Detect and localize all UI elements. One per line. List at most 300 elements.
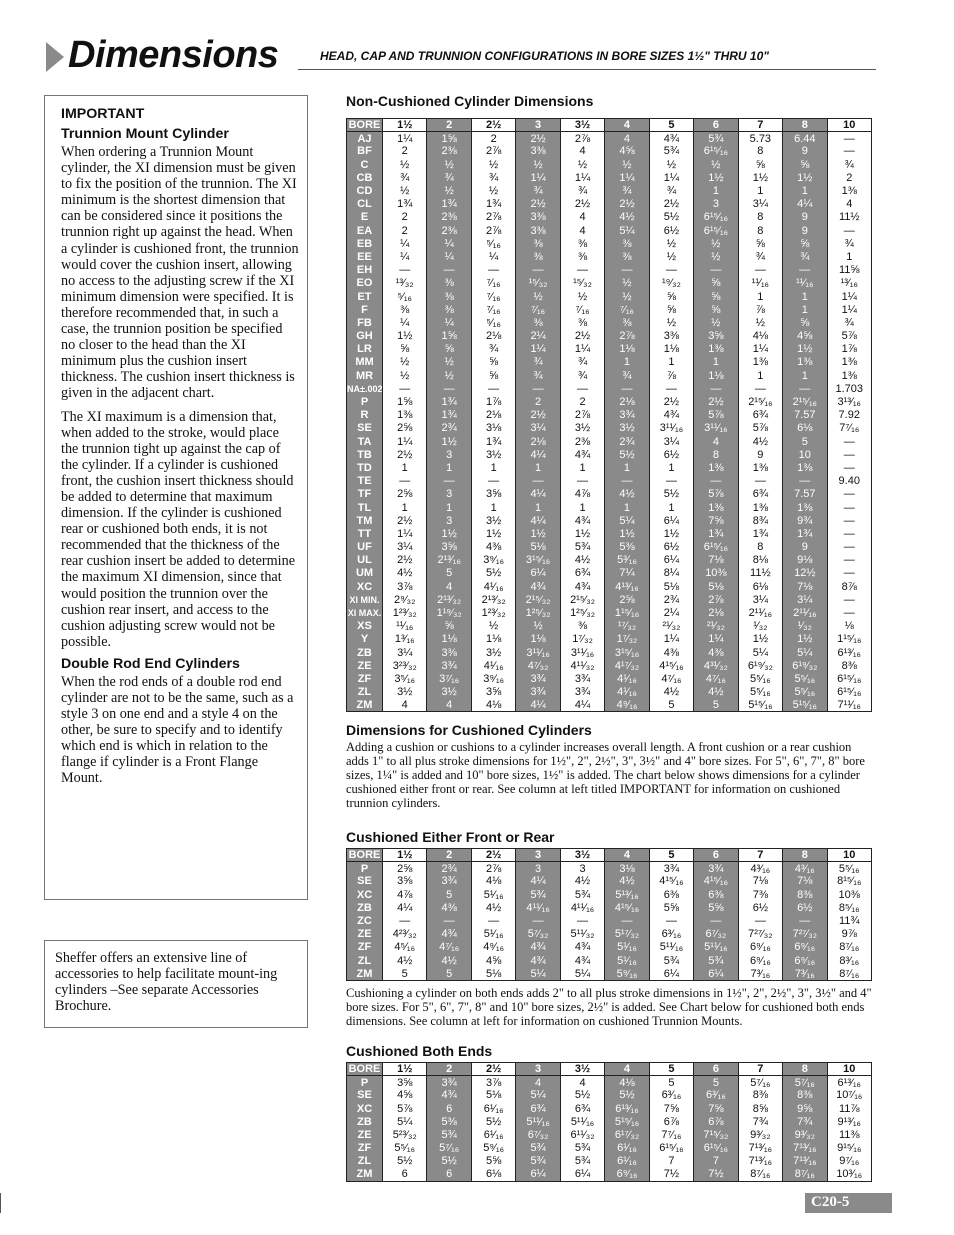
table-cell: 9⅞ — [827, 928, 871, 941]
table-cell: 2⅜ — [427, 211, 471, 224]
table-cell: 5¾ — [516, 1155, 560, 1168]
table-cell: 1½ — [427, 527, 471, 540]
table-cell: 10⅜ — [694, 567, 738, 580]
header-cell: 10 — [827, 1063, 871, 1076]
table-cell: ¹⁄₃₂ — [783, 620, 827, 633]
table-cell: 2¹⁵⁄₃₂ — [516, 593, 560, 606]
row-label-cell: ZF — [347, 941, 383, 954]
table-cell: — — [649, 914, 693, 927]
table-row — [347, 928, 872, 941]
table-cell: ⅜ — [605, 250, 649, 263]
table-row — [347, 1142, 872, 1155]
table-cell: ⅜ — [383, 303, 427, 316]
table-cell: 1½ — [738, 171, 782, 184]
table-cell: ¾ — [560, 356, 604, 369]
table-cell: 5⅞ — [738, 422, 782, 435]
table-cell: — — [827, 448, 871, 461]
table-cell: 1 — [783, 184, 827, 197]
table-cell: 9.40 — [827, 475, 871, 488]
table-cell: 3⁹⁄₁₆ — [471, 554, 515, 567]
table-cell: 1¼ — [827, 290, 871, 303]
table-cell: 5¹⁄₁₆ — [605, 954, 649, 967]
table-cell: ⅝ — [738, 237, 782, 250]
row-label-cell: ZL — [347, 1155, 383, 1168]
table-cell: 1 — [738, 184, 782, 197]
header-cell: 6 — [694, 1063, 738, 1076]
table-cell: 4 — [694, 435, 738, 448]
table-cell: 5⅞ — [827, 330, 871, 343]
table-cell: 4⅜ — [649, 646, 693, 659]
table-cell: ²¹⁄₃₂ — [694, 620, 738, 633]
table-cell: 1⅛ — [605, 343, 649, 356]
table-cell: ⅜ — [560, 250, 604, 263]
table-cell: 5⅛ — [471, 967, 515, 980]
table-cell: 1 — [383, 461, 427, 474]
table-cell: 7⅛ — [783, 875, 827, 888]
table-cell: 7⅛ — [783, 580, 827, 593]
table-cell: 1½ — [783, 633, 827, 646]
table-cell: 8⅞ — [827, 580, 871, 593]
table-cell: 1⅛ — [427, 633, 471, 646]
table-cell: 6¹⁵⁄₁₆ — [694, 1142, 738, 1155]
table-cell: 6¾ — [516, 1102, 560, 1115]
table-cell: 1⅝ — [427, 330, 471, 343]
table-cell: — — [560, 475, 604, 488]
table-cell: 1 — [516, 501, 560, 514]
either-table — [346, 848, 872, 981]
table-cell: — — [738, 475, 782, 488]
table-cell: 8⅜ — [783, 1089, 827, 1102]
table-cell: ½ — [694, 250, 738, 263]
table-cell: 5.73 — [738, 132, 782, 145]
table-cell: — — [694, 914, 738, 927]
table-cell: 1¼ — [694, 633, 738, 646]
table-cell: 2⅛ — [694, 606, 738, 619]
table-cell: 4¹⁄₁₆ — [605, 686, 649, 699]
table-cell: 6¹⁹⁄₃₂ — [738, 659, 782, 672]
header-cell: 8 — [783, 849, 827, 862]
table-cell: 5¾ — [694, 954, 738, 967]
table-cell: 5 — [427, 967, 471, 980]
table-cell: 6⅜ — [694, 888, 738, 901]
table-cell: 5½ — [471, 567, 515, 580]
table-row — [347, 514, 872, 527]
table-cell: ¹⁄₃₂ — [738, 620, 782, 633]
table-cell: — — [649, 264, 693, 277]
table-cell: 2⅝ — [383, 862, 427, 875]
table-cell: 2⅞ — [471, 224, 515, 237]
table-cell: — — [694, 475, 738, 488]
table-cell: 1 — [427, 461, 471, 474]
table-cell: 4⅛ — [471, 699, 515, 712]
table-cell: 5⁷⁄₁₆ — [427, 1142, 471, 1155]
table-cell: 2½ — [516, 198, 560, 211]
table-cell: 5⁵⁄₁₆ — [783, 672, 827, 685]
table-cell: 7²⁷⁄₃₂ — [738, 928, 782, 941]
table-cell: 3⅞ — [471, 1076, 515, 1089]
header-cell: 7 — [738, 119, 782, 132]
table-cell: 4⅛ — [738, 330, 782, 343]
table-cell: 6¾ — [560, 567, 604, 580]
table-cell: 1⅜ — [827, 356, 871, 369]
table-cell: 1 — [560, 501, 604, 514]
header-cell: 5 — [649, 1063, 693, 1076]
table-cell: 1⅜ — [694, 343, 738, 356]
table-cell: 4½ — [427, 954, 471, 967]
table-cell: 5¼ — [738, 646, 782, 659]
table-cell: 4⅝ — [383, 1089, 427, 1102]
table-cell: 6¹⁵⁄₁₆ — [694, 224, 738, 237]
table-cell: 4 — [605, 132, 649, 145]
table-cell: 1½ — [516, 527, 560, 540]
table-row — [347, 158, 872, 171]
table-cell: 6¼ — [560, 1168, 604, 1181]
table-cell: 2½ — [516, 409, 560, 422]
table-cell: 11½ — [827, 211, 871, 224]
row-label-cell: MM — [347, 356, 383, 369]
table-cell: 4⅝ — [783, 330, 827, 343]
table-cell: ⅝ — [471, 369, 515, 382]
table-cell: 6¼ — [516, 1168, 560, 1181]
table-cell: ⅝ — [783, 158, 827, 171]
table-cell: 5⅝ — [471, 1155, 515, 1168]
table-cell: 4¼ — [516, 488, 560, 501]
table-cell: 3¾ — [427, 659, 471, 672]
table-cell: 9¹⁵⁄₁₆ — [827, 1142, 871, 1155]
table-cell: 2⅛ — [516, 435, 560, 448]
table-row — [347, 1115, 872, 1128]
header-label-cell: BORE — [347, 1063, 383, 1076]
table-row — [347, 461, 872, 474]
table-cell: ⅜ — [605, 237, 649, 250]
table-cell: 3¾ — [427, 875, 471, 888]
table-row — [347, 211, 872, 224]
table-cell: 4⅜ — [427, 901, 471, 914]
table-row — [347, 330, 872, 343]
table-cell: 6¹³⁄₁₆ — [605, 1102, 649, 1115]
table-cell: 1½ — [383, 330, 427, 343]
table-cell: 3¼ — [738, 198, 782, 211]
table-cell: ½ — [516, 158, 560, 171]
table-cell: 8⁷⁄₁₆ — [827, 941, 871, 954]
table-row — [347, 699, 872, 712]
table-cell: 1 — [383, 501, 427, 514]
table-cell: ⅝ — [783, 316, 827, 329]
table-cell: 4⅜ — [694, 646, 738, 659]
trunnion-heading: Trunnion Mount Cylinder — [61, 126, 229, 142]
table-cell: 1 — [783, 369, 827, 382]
table-cell: 4½ — [605, 211, 649, 224]
table-cell: 3 — [516, 862, 560, 875]
row-label-cell: TF — [347, 488, 383, 501]
table-cell: — — [383, 475, 427, 488]
table-cell: 3⅛ — [605, 862, 649, 875]
table-cell: 3¼ — [783, 593, 827, 606]
table-cell: 5¾ — [649, 145, 693, 158]
table-cell: 4¾ — [516, 941, 560, 954]
table-cell: 5¾ — [516, 1142, 560, 1155]
table-cell: ½ — [427, 369, 471, 382]
table-cell: 5 — [383, 967, 427, 980]
table-cell: 4¾ — [560, 580, 604, 593]
table-cell: ⅝ — [694, 303, 738, 316]
table-cell: — — [738, 914, 782, 927]
row-label-cell: TB — [347, 448, 383, 461]
table-cell: — — [471, 475, 515, 488]
table-cell: 3½ — [471, 448, 515, 461]
table-row — [347, 914, 872, 927]
table-cell: 1 — [471, 461, 515, 474]
table-cell: 2½ — [560, 198, 604, 211]
table-cell: ¹⁵⁄₃₂ — [560, 277, 604, 290]
table-cell: 1 — [560, 461, 604, 474]
table-cell: 5⅞ — [383, 1102, 427, 1115]
table-cell: 5¹¹⁄₃₂ — [560, 928, 604, 941]
table-cell: 2⅛ — [605, 395, 649, 408]
table-cell: ⁷⁄₁₆ — [471, 303, 515, 316]
table-cell: 1⅞ — [471, 395, 515, 408]
table-cell: 5 — [694, 1076, 738, 1089]
table-cell: 1¼ — [383, 132, 427, 145]
table-cell: 4⁹⁄₁₆ — [605, 699, 649, 712]
table-row — [347, 1076, 872, 1089]
cushioned-title: Dimensions for Cushioned Cylinders — [346, 722, 592, 738]
table-cell: 2 — [471, 132, 515, 145]
table-cell: 6¹⁵⁄₁₆ — [827, 672, 871, 685]
either-title: Cushioned Either Front or Rear — [346, 829, 555, 845]
table-cell: 6⅞ — [694, 1115, 738, 1128]
table-cell: ¾ — [649, 184, 693, 197]
table-cell: 2¾ — [427, 422, 471, 435]
table-cell: 5⅞ — [694, 488, 738, 501]
table-cell: 2⅜ — [560, 435, 604, 448]
table-cell: ½ — [383, 356, 427, 369]
table-cell: 2¼ — [516, 330, 560, 343]
table-cell: 7¹¹⁄₁₆ — [827, 699, 871, 712]
table-cell: 7 — [694, 1155, 738, 1168]
table-cell: 5¼ — [605, 224, 649, 237]
table-cell: 3⅞ — [383, 580, 427, 593]
table-cell: 10³⁄₁₆ — [827, 1168, 871, 1181]
table-cell: ⅞ — [738, 303, 782, 316]
table-cell: 8 — [694, 448, 738, 461]
table-cell: 3⅜ — [427, 646, 471, 659]
table-cell: 5¼ — [605, 514, 649, 527]
table-cell: 9⅝ — [783, 1102, 827, 1115]
table-cell: 4 — [516, 1076, 560, 1089]
table-cell: ¹⁹⁄₃₂ — [649, 277, 693, 290]
table-cell: 2⅛ — [471, 409, 515, 422]
table-cell: 1½ — [783, 171, 827, 184]
table-cell: 6¼ — [516, 567, 560, 580]
table-row — [347, 395, 872, 408]
row-label-cell: LR — [347, 343, 383, 356]
table-cell: 1⁷⁄₃₂ — [560, 633, 604, 646]
table-cell: 1¼ — [383, 435, 427, 448]
table-cell: 2¾ — [605, 435, 649, 448]
row-label-cell: ET — [347, 290, 383, 303]
table-cell: 3¾ — [649, 862, 693, 875]
table-cell: 7¹³⁄₁₆ — [738, 1142, 782, 1155]
table-cell: 9⁷⁄₁₆ — [827, 1155, 871, 1168]
table-cell: 1½ — [471, 527, 515, 540]
row-label-cell: AJ — [347, 132, 383, 145]
table-cell: 11¾ — [827, 914, 871, 927]
table-cell: 1⅛ — [694, 369, 738, 382]
table-cell: 11⅝ — [827, 264, 871, 277]
table-cell: — — [427, 382, 471, 395]
table-cell: ½ — [383, 369, 427, 382]
table-cell: ⅜ — [516, 237, 560, 250]
header-cell: 2 — [427, 849, 471, 862]
table-cell: 9³⁄₃₂ — [738, 1128, 782, 1141]
table-cell: 2⅞ — [471, 211, 515, 224]
header-cell: 3½ — [560, 849, 604, 862]
table-cell: ½ — [649, 250, 693, 263]
table-cell: 1½ — [560, 527, 604, 540]
header-cell: 2½ — [471, 119, 515, 132]
table-row — [347, 1155, 872, 1168]
table-cell: 1⅜ — [783, 501, 827, 514]
header-cell: 3 — [516, 119, 560, 132]
table-cell: ½ — [738, 316, 782, 329]
table-cell: 3¹¹⁄₁₆ — [694, 422, 738, 435]
table-cell: — — [605, 264, 649, 277]
row-label-cell: ZB — [347, 1115, 383, 1128]
table-cell: 4⁹⁄₁₆ — [471, 941, 515, 954]
table-cell: — — [516, 475, 560, 488]
table-row — [347, 875, 872, 888]
table-cell: 5²³⁄₃₂ — [383, 1128, 427, 1141]
table-cell: 6 — [427, 1102, 471, 1115]
header-cell: 3 — [516, 849, 560, 862]
table-cell: 5¹¹⁄₁₆ — [560, 1115, 604, 1128]
table-cell: ¾ — [783, 250, 827, 263]
table-cell: ½ — [471, 620, 515, 633]
row-label-cell: ZF — [347, 672, 383, 685]
table-row — [347, 184, 872, 197]
table-cell: 4¼ — [516, 514, 560, 527]
table-cell: ⅝ — [649, 303, 693, 316]
table-cell: 6¼ — [649, 554, 693, 567]
row-label-cell: E — [347, 211, 383, 224]
header-cell: 2½ — [471, 1063, 515, 1076]
table-row — [347, 1168, 872, 1181]
table-cell: 6⁹⁄₁₆ — [738, 941, 782, 954]
table-cell: 5⅞ — [694, 409, 738, 422]
table-cell: ¹¹⁄₁₆ — [783, 277, 827, 290]
table-cell: ½ — [560, 290, 604, 303]
row-label-cell: ZB — [347, 901, 383, 914]
table-cell: 1⁷⁄₃₂ — [605, 633, 649, 646]
table-cell: 6¹¹⁄₃₂ — [560, 1128, 604, 1141]
row-label-cell: SE — [347, 875, 383, 888]
table-cell: 3⅝ — [471, 686, 515, 699]
noncushioned-title: Non-Cushioned Cylinder Dimensions — [346, 93, 594, 109]
header-cell: 2 — [427, 1063, 471, 1076]
table-cell: 11½ — [738, 567, 782, 580]
table-cell: ⅜ — [605, 316, 649, 329]
table-cell: ½ — [649, 237, 693, 250]
row-label-cell: UF — [347, 541, 383, 554]
table-cell: 5½ — [471, 1115, 515, 1128]
table-cell: 1⅜ — [738, 356, 782, 369]
table-cell: ½ — [427, 356, 471, 369]
table-cell: 4¾ — [427, 928, 471, 941]
table-cell: 6⁷⁄₃₂ — [516, 1128, 560, 1141]
table-cell: ¾ — [738, 250, 782, 263]
table-cell: — — [827, 567, 871, 580]
table-cell: 1⅜ — [783, 461, 827, 474]
table-cell: 6⅛ — [738, 580, 782, 593]
title-arrow-icon — [46, 42, 64, 72]
table-cell: — — [427, 914, 471, 927]
table-cell: 6¾ — [560, 1102, 604, 1115]
table-cell: 3½ — [383, 686, 427, 699]
double-rod-heading: Double Rod End Cylinders — [61, 655, 240, 672]
table-cell: 2¾ — [427, 862, 471, 875]
table-cell: 1 — [694, 356, 738, 369]
table-cell: 6³⁄₁₆ — [649, 1089, 693, 1102]
table-row — [347, 1089, 872, 1102]
table-cell: 1⅜ — [694, 461, 738, 474]
table-cell: ¾ — [560, 369, 604, 382]
table-cell: 1⅜ — [827, 369, 871, 382]
table-cell: 4½ — [605, 488, 649, 501]
table-row — [347, 277, 872, 290]
table-cell: — — [827, 132, 871, 145]
table-cell: 3⅜ — [516, 211, 560, 224]
table-row — [347, 593, 872, 606]
table-cell: 6¹⁵⁄₁₆ — [827, 686, 871, 699]
table-cell: 1³⁄₁₆ — [383, 633, 427, 646]
table-cell: 4½ — [605, 875, 649, 888]
table-cell: ¾ — [516, 356, 560, 369]
row-label-cell: R — [347, 409, 383, 422]
table-cell: ⅞ — [649, 369, 693, 382]
noncushioned-table — [346, 118, 872, 712]
table-cell: ⁵⁄₁₆ — [471, 316, 515, 329]
table-cell: 2½ — [605, 198, 649, 211]
both-paragraph: Cushioning a cylinder on both ends adds 2" to all plus stroke dimensions in 1½", 2", 2½", 3", 3½" and 4" bore sizes. For 5", 6", 7", 8" and 10" bore sizes, 2½" is added. See Chart below for cushioned both ends dimensions. See column at left for information on cushioned Trunnion Mounts. — [346, 986, 872, 1029]
table-cell: 2¹³⁄₃₂ — [427, 593, 471, 606]
table-cell: 4¼ — [783, 198, 827, 211]
table-cell: — — [471, 382, 515, 395]
table-cell: 5¹⁄₁₆ — [471, 928, 515, 941]
table-cell: 8 — [738, 224, 782, 237]
table-cell: — — [694, 382, 738, 395]
table-cell: 6⁷⁄₃₂ — [694, 928, 738, 941]
table-cell: ¾ — [605, 184, 649, 197]
table-cell: 2½ — [383, 448, 427, 461]
table-cell: ⁷⁄₁₆ — [516, 303, 560, 316]
table-cell: 3 — [427, 448, 471, 461]
table-cell: 3¾ — [694, 862, 738, 875]
row-label-cell: P — [347, 1076, 383, 1089]
table-row — [347, 237, 872, 250]
table-cell: 3 — [427, 488, 471, 501]
table-cell: 1²³⁄₃₂ — [471, 606, 515, 619]
table-cell: 4¼ — [516, 699, 560, 712]
table-cell: 4 — [827, 198, 871, 211]
row-label-cell: XS — [347, 620, 383, 633]
table-cell: ⅝ — [427, 343, 471, 356]
table-cell: — — [827, 145, 871, 158]
table-cell: 7¹⁵⁄₃₂ — [694, 1128, 738, 1141]
table-cell: 5½ — [383, 1155, 427, 1168]
row-label-cell: EA — [347, 224, 383, 237]
table-cell: 1²³⁄₃₂ — [383, 606, 427, 619]
